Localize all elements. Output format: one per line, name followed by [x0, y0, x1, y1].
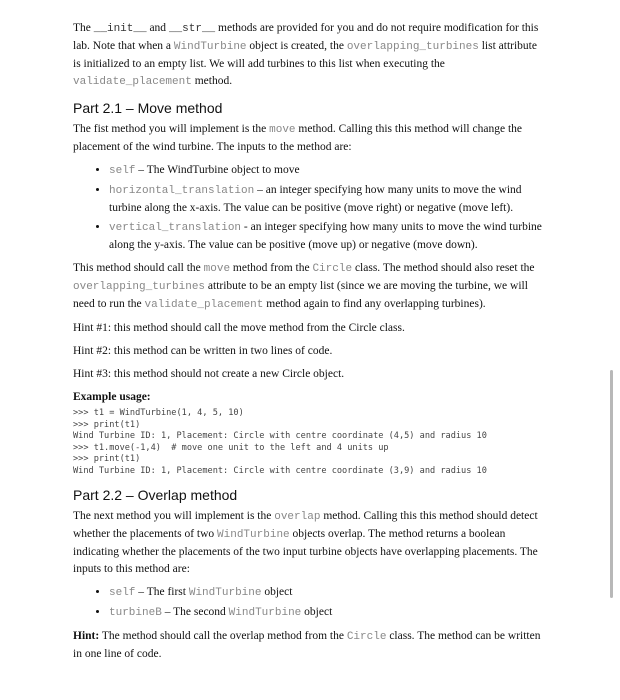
hint-3: Hint #3: this method should not create a new Circle object. [73, 368, 345, 380]
circle-code: Circle [312, 263, 353, 275]
example-code-block: >>> t1 = WindTurbine(1, 4, 5, 10) >>> print(t1) Wind Turbine ID: 1, Placement: Circle with centre coordinate (4,5) and radius 10 >>> t1.move(-1,4) # move one unit to the left and 4 units up >>> print(t1) Wind Turbine ID: 1, Placement: Circle with centre coordinate (3,9) and radius 10 [73, 408, 487, 476]
windturbine-code: WindTurbine [217, 528, 290, 541]
list-item [109, 162, 543, 180]
intro-text: The [73, 22, 94, 34]
paragraph-text: The next method you will implement is the [73, 509, 275, 522]
paragraph-text: class. The method can be written in one line of code. [73, 629, 541, 660]
param-description: – The first [135, 585, 189, 598]
example-usage-label: Example usage: [73, 391, 151, 403]
move-code: move [269, 124, 296, 136]
intro-text: methods are provided for you and do not require modification for this lab. Note that when a [73, 22, 539, 52]
paragraph-text: attribute to be an empty list (since we are moving the turbine, we will need to run the [73, 280, 528, 310]
paragraph-text: class. The method should also reset the [352, 262, 535, 274]
param-code: self [109, 586, 136, 599]
part-2-2-intro [73, 508, 543, 578]
str-method-code: __str__ [168, 23, 216, 35]
paragraph-text: method. Calling this this method will change the placement of the wind turbine. The inputs to the method are: [73, 123, 522, 153]
intro-text: method. [191, 75, 233, 87]
overlap-hint [73, 628, 543, 663]
param-description: – The WindTurbine object to move [135, 164, 300, 176]
param-code: vertical_translation [109, 222, 242, 234]
param-code: turbineB [109, 606, 162, 619]
move-description [73, 260, 543, 314]
hint-label: Hint: [73, 629, 100, 642]
intro-text: object is created, the [246, 40, 347, 52]
paragraph-text: method. Calling this this method should detect whether the placements of two [73, 509, 538, 540]
list-item [109, 584, 543, 602]
param-code: horizontal_translation [109, 185, 255, 197]
part-2-1-heading: Part 2.1 – Move method [73, 100, 223, 116]
param-description: object [301, 605, 333, 618]
list-item [109, 219, 543, 254]
windturbine-code: WindTurbine [188, 586, 262, 599]
windturbine-code: WindTurbine [173, 41, 247, 53]
param-description: - an integer specifying how many units to move the wind turbine along the y-axis. The value can be positive (move up) or negative (move down). [109, 221, 542, 251]
overlap-inputs-list [73, 584, 543, 622]
intro-text: list attribute is initialized to an empty list. We will add turbines to this list when executing the [73, 40, 537, 70]
document-page [73, 20, 543, 669]
paragraph-text: method again to find any overlapping turbines). [263, 298, 486, 310]
paragraph-text: objects overlap. The method returns a boolean indicating whether the placements of the two input turbine objects have overlapping placements. The inputs to this method are: [73, 527, 538, 575]
move-code: move [203, 263, 231, 275]
paragraph-text: The fist method you will implement is the [73, 123, 270, 135]
hint-1: Hint #1: this method should call the move method from the Circle class. [73, 322, 405, 334]
intro-text: and [146, 22, 169, 34]
circle-code: Circle [346, 630, 387, 643]
vertical-scrollbar[interactable] [610, 370, 613, 598]
validate-placement-code: validate_placement [144, 299, 264, 311]
hint-2: Hint #2: this method can be written in two lines of code. [73, 345, 333, 357]
intro-paragraph [73, 20, 543, 91]
part-2-2-heading: Part 2.2 – Overlap method [73, 486, 238, 503]
paragraph-text: This method should call the [73, 262, 204, 274]
overlap-code: overlap [274, 510, 321, 523]
list-item [109, 182, 543, 217]
init-method-code: __init__ [93, 23, 147, 35]
param-code: self [109, 165, 136, 177]
param-description: – The second [161, 605, 229, 618]
param-description: object [261, 585, 293, 598]
paragraph-text: The method should call the overlap method from the [99, 629, 347, 642]
part-2-1-intro [73, 121, 543, 156]
validate-placement-code: validate_placement [73, 76, 192, 88]
move-inputs-list [73, 162, 543, 254]
overlapping-turbines-code: overlapping_turbines [346, 41, 479, 53]
list-item [109, 604, 543, 622]
param-description: – an integer specifying how many units to move the wind turbine along the x-axis. The value can be positive (move right) or negative (move left). [109, 184, 522, 214]
windturbine-code: WindTurbine [228, 606, 302, 619]
overlapping-turbines-code: overlapping_turbines [73, 281, 206, 293]
paragraph-text: method from the [230, 262, 313, 274]
